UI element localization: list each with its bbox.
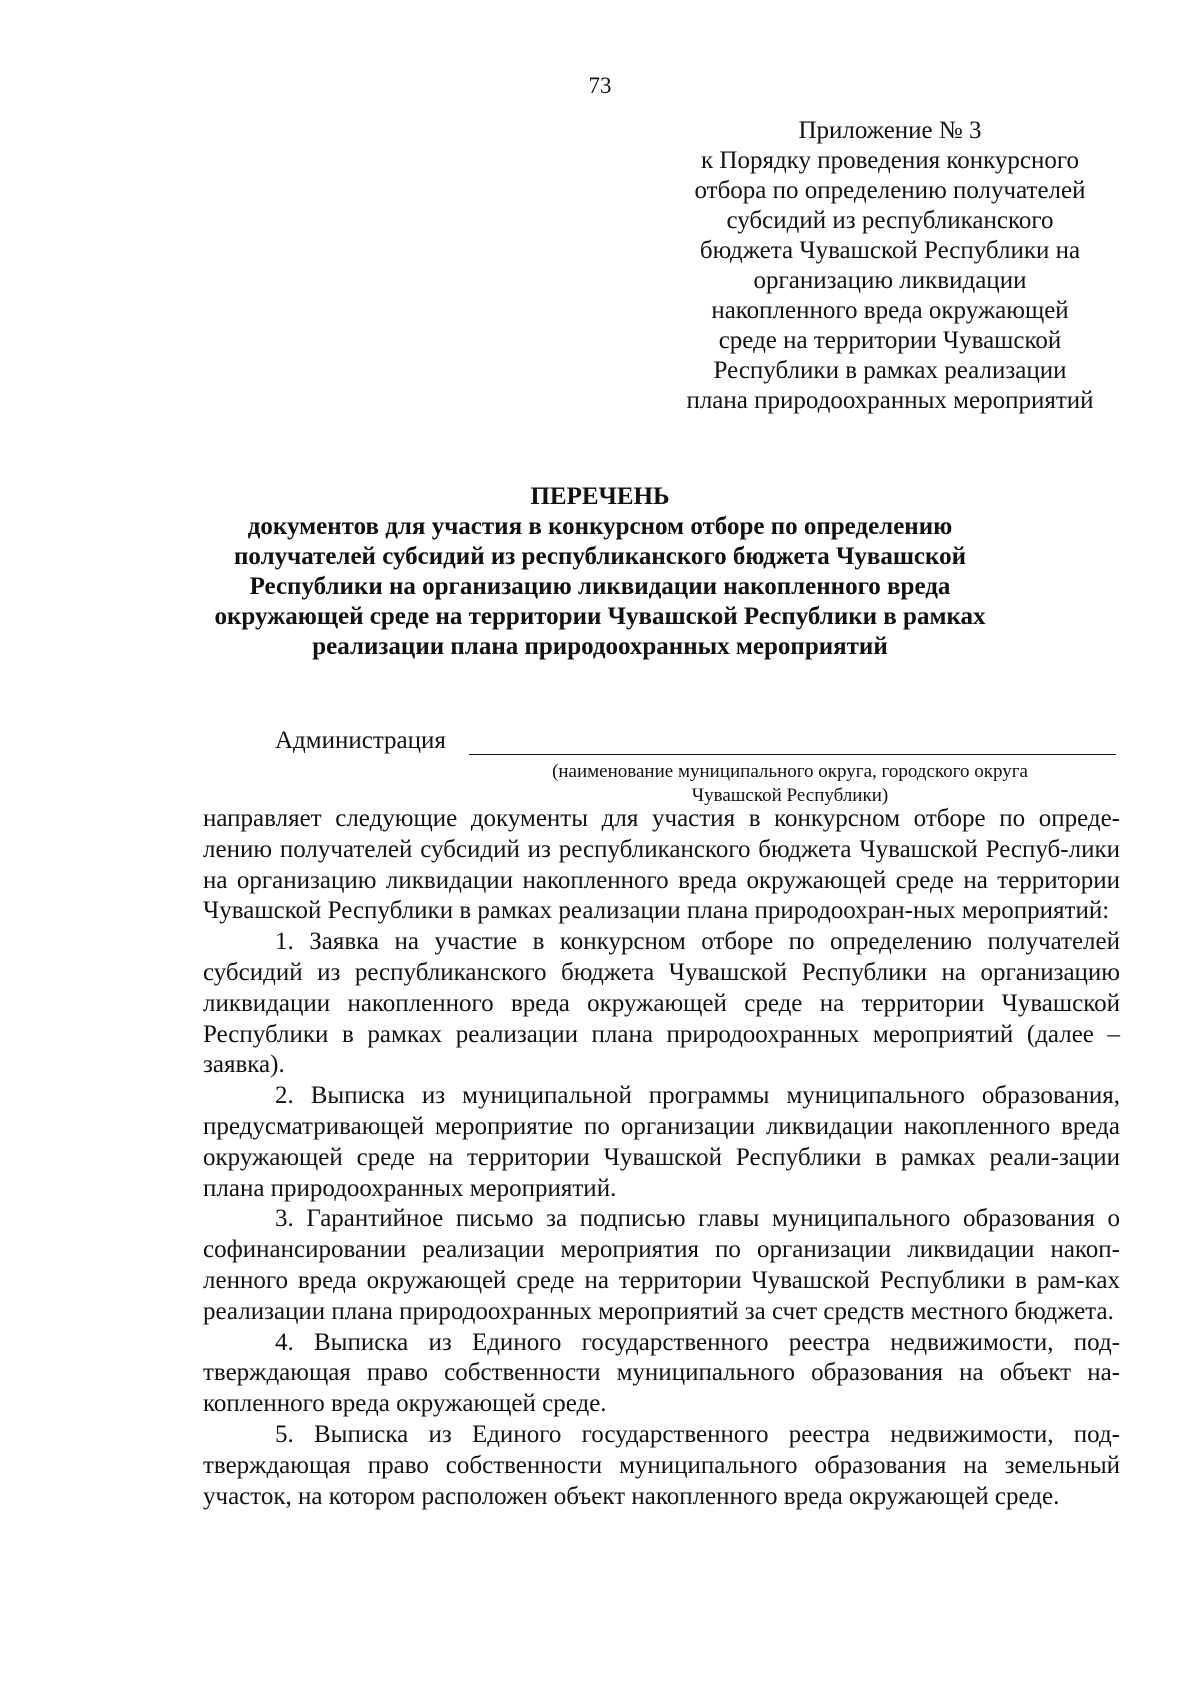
subtitle-line: документов для участия в конкурсном отборе по определению: [247, 513, 953, 540]
list-item: 4. Выписка из Единого государственного реестра недвижимости, под-тверждающая право собственности муниципального образования на объект на-копленного вреда окружающей среде.: [203, 1328, 1120, 1418]
appendix-line: Республики в рамках реализации: [713, 357, 1067, 384]
administration-label: Администрация: [275, 727, 446, 754]
document-body: [203, 804, 1120, 1512]
caption-line: (наименование муниципального округа, городского округа: [552, 761, 1028, 782]
subtitle-line: реализации плана природоохранных мероприятий: [312, 633, 888, 660]
document-title: ПЕРЕЧЕНЬ: [530, 483, 670, 510]
document-subtitle: [150, 512, 1050, 662]
appendix-line: субсидий из республиканского: [726, 207, 1054, 234]
appendix-header: [660, 116, 1120, 416]
page-number: 73: [588, 73, 612, 98]
list-item: 1. Заявка на участие в конкурсном отборе по определению получателей субсидий из республиканского бюджета Чувашской Республики на организацию ликвидации накопленного вреда окружающей среде на территории Чувашской Республики в рамках реализации плана природоохранных мероприятий (далее – заявка).: [203, 928, 1120, 1079]
appendix-line: организацию ликвидации: [753, 267, 1027, 294]
appendix-line: среде на территории Чувашской: [718, 327, 1062, 354]
appendix-line: отбора по определению получателей: [694, 177, 1086, 204]
list-item: 3. Гарантийное письмо за подписью главы муниципального образования о софинансировании реализации мероприятия по организации ликвидации накоп-ленного вреда окружающей среде на территории Чувашской Республики в рам-ках реализации плана природоохранных мероприятий за счет средств местного бюджета.: [203, 1205, 1120, 1325]
appendix-line: Приложение № 3: [798, 117, 982, 144]
appendix-line: плана природоохранных мероприятий: [686, 387, 1094, 414]
appendix-line: бюджета Чувашской Республики на: [699, 237, 1081, 264]
subtitle-line: получателей субсидий из республиканского бюджета Чувашской: [234, 543, 966, 570]
list-item: 5. Выписка из Единого государственного реестра недвижимости, под-тверждающая право собственности муниципального образования на земельный участок, на котором расположен объект накопленного вреда окружающей среде.: [203, 1420, 1120, 1510]
appendix-line: накопленного вреда окружающей: [711, 297, 1069, 324]
administration-name-blank: [469, 754, 1116, 755]
subtitle-line: Республики на организацию ликвидации накопленного вреда: [249, 573, 951, 600]
appendix-line: к Порядку проведения конкурсного: [701, 147, 1079, 174]
administration-caption: [500, 760, 1080, 808]
subtitle-line: окружающей среде на территории Чувашской Республики в рамках: [214, 603, 986, 630]
list-item: 2. Выписка из муниципальной программы муниципального образования, предусматривающей мероприятие по организации ликвидации накопленного вреда окружающей среде на территории Чувашской Республики в рамках реали-зации плана природоохранных мероприятий.: [203, 1082, 1120, 1202]
caption-line: Чувашской Республики): [691, 785, 889, 806]
intro-paragraph: направляет следующие документы для участия в конкурсном отборе по опреде-лению получателей субсидий из республиканского бюджета Чувашской Респуб-лики на организацию ликвидации накопленного вреда окружающей среде на территории Чувашской Республики в рамках реализации плана природоохран-ных мероприятий:: [203, 805, 1120, 925]
